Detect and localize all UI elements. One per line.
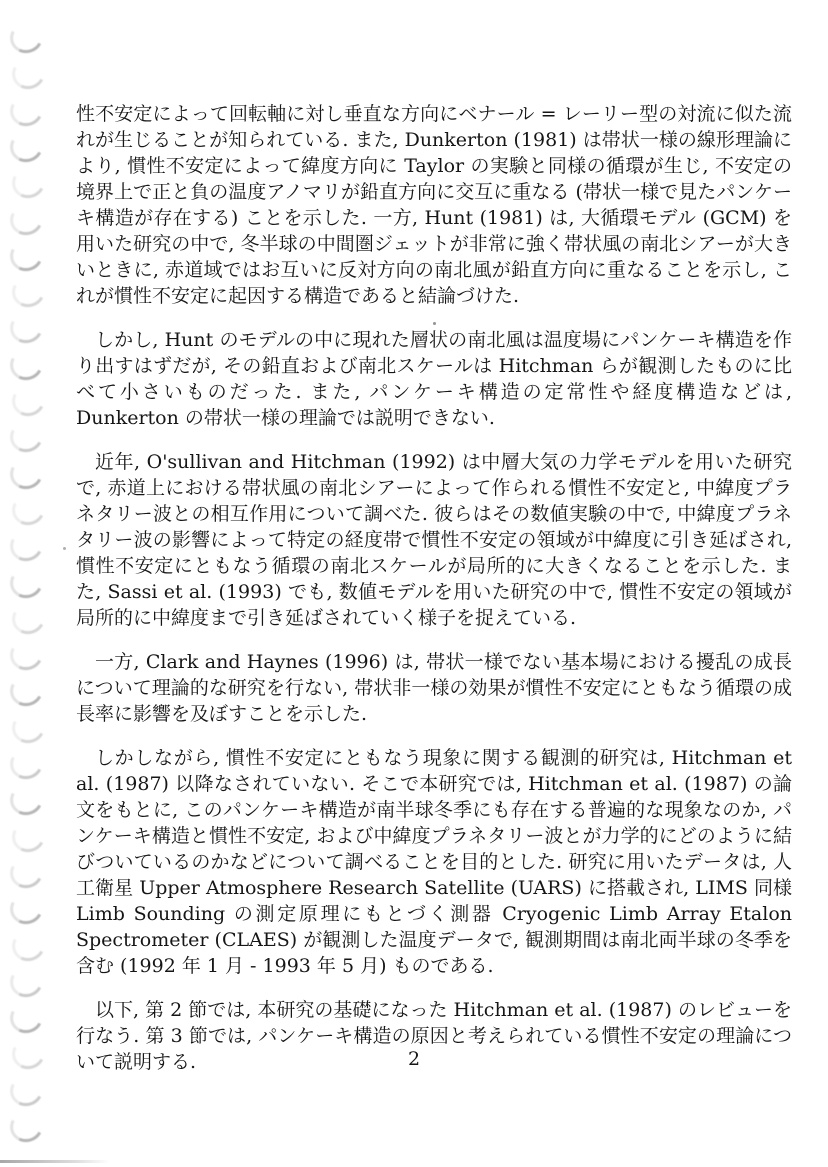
paragraph: しかし, Hunt のモデルの中に現れた層状の南北風は温度場にパンケーキ構造を作り出すはずだが, その鉛直および南北スケールは Hitchman らが観測したものに比べて小さいものだった. また, パンケーキ構造の定常性や経度構造などは, Dunkerton の帯状一様の理論では説明できない. — [76, 329, 792, 429]
binding-hole-shadow — [6, 1070, 47, 1110]
binding-hole-shadow — [6, 744, 47, 784]
binding-hole-shadow — [8, 816, 49, 856]
paragraph: 一方, Clark and Haynes (1996) は, 帯状一様でない基本場における擾乱の成長について理論的な研究を行ない, 帯状非一様の効果が慣性不安定にともなう循環の成長率に影響を及ぼすことを示した. — [76, 651, 792, 725]
paragraph: しかしながら, 慣性不安定にともなう現象に関する観測的研究は, Hitchman et al. (1987) 以降なされていない. そこで本研究では, Hitchman et al. (1987) の論文をもとに, このパンケーキ構造が南半球冬季にも存在する普遍的な現象なのか, パンケーキ構造と慣性不安定, および中緯度プラネタリー波とが力学的にどのように結びついているのかなどについて調べることを目的とした. 研究に用いたデータは, 人工衛星 Upper Atmosphere Research Satellite (UARS) に搭載され, LIMS 同様 Limb Sounding の測定原理にもとづく測器 Cryogenic Limb Array Etalon Spectrometer (CLAES) が観測した温度データで, 観測期間は南北両半球の冬季を含む (1992 年 1 月 - 1993 年 5 月) ものである. — [76, 747, 792, 977]
binding-hole-shadow — [6, 961, 47, 1001]
paragraph: 以下, 第 2 節では, 本研究の基礎になった Hitchman et al. (1987) のレビューを行なう. 第 3 節では, パンケーキ構造の原因と考えられている慣性不安定の理論について説明する. — [76, 999, 792, 1073]
binding-hole-shadow — [6, 635, 47, 675]
binding-hole-shadow — [8, 598, 49, 638]
binding-hole-shadow — [8, 163, 49, 203]
scan-artifact-streak — [0, 1160, 110, 1163]
binding-hole-shadow — [8, 272, 49, 312]
binding-hole-shadow — [6, 308, 47, 348]
page-number: 2 — [407, 1048, 421, 1070]
binding-hole-shadow — [6, 853, 47, 893]
binding-hole-shadow — [6, 18, 47, 58]
binding-hole-shadow — [8, 490, 49, 530]
binding-hole-shadow — [6, 889, 47, 929]
scan-artifact-speck — [433, 322, 436, 325]
binding-hole-shadow — [6, 90, 47, 130]
binding-hole-shadow — [8, 925, 49, 965]
binding-hole-shadow — [6, 417, 47, 457]
binding-hole-shadow — [6, 235, 47, 275]
binding-hole-shadow — [6, 562, 47, 602]
binding-holes — [0, 0, 60, 1167]
binding-hole-shadow — [6, 671, 47, 711]
binding-hole-shadow — [6, 526, 47, 566]
binding-hole-shadow — [6, 127, 47, 167]
scan-artifact-speck — [63, 547, 66, 550]
binding-hole-shadow — [6, 199, 47, 239]
binding-hole-shadow — [6, 453, 47, 493]
binding-hole-shadow — [6, 1107, 47, 1147]
binding-hole-shadow — [6, 780, 47, 820]
paragraph: 性不安定によって回転軸に対し垂直な方向にベナール = レーリー型の対流に似た流れが生じることが知られている. また, Dunkerton (1981) は帯状一様の線形理論により, 慣性不安定によって緯度方向に Taylor の実験と同様の循環が生じ, 不安定の境界上で正と負の温度アノマリが鉛直方向に交互に重なる (帯状一様で見たパンケーキ構造が存在する) ことを示した. 一方, Hunt (1981) は, 大循環モデル (GCM) を用いた研究の中で, 冬半球の中間圏ジェットが非常に強く帯状風の南北シアーが大きいときに, 赤道域ではお互いに反対方向の南北風が鉛直方向に重なることを示し, これが慣性不安定に起因する構造であると結論づけた. — [76, 103, 792, 307]
paragraph: 近年, O'sullivan and Hitchman (1992) は中層大気の力学モデルを用いた研究で, 赤道上における帯状風の南北シアーによって作られる慣性不安定と, 中緯度プラネタリー波との相互作用について調べた. 彼らはその数値実験の中で, 中緯度プラネタリー波の影響によって特定の経度帯で慣性不安定の領域が中緯度に引き延ばされ, 慣性不安定にともなう循環の南北スケールが局所的に大きくなることを示した. また, Sassi et al. (1993) でも, 数値モデルを用いた研究の中で, 慣性不安定の領域が局所的に中緯度まで引き延ばされていく様子を捉えている. — [76, 451, 792, 629]
binding-hole-shadow — [8, 707, 49, 747]
document-body — [76, 101, 792, 1093]
binding-hole-shadow — [8, 54, 49, 94]
binding-hole-shadow — [6, 344, 47, 384]
binding-hole-shadow — [6, 998, 47, 1038]
binding-hole-shadow — [8, 381, 49, 421]
